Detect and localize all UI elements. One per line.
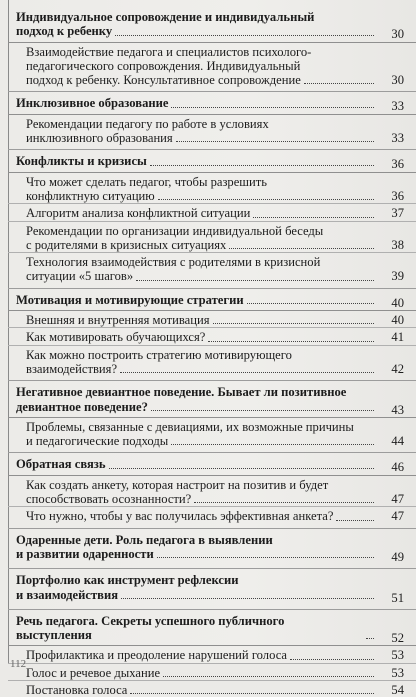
leader-dots	[157, 557, 374, 558]
heading-line: Индивидуальное сопровождение и индивидуальный	[16, 10, 315, 24]
heading-last-line	[16, 547, 376, 561]
page-number: 41	[391, 330, 404, 345]
item-line: педагогического сопровождения. Индивидуальный	[26, 58, 301, 73]
leader-dots	[171, 107, 374, 108]
item-last-line	[26, 492, 376, 506]
heading-line: Конфликты и кризисы	[16, 154, 147, 169]
heading-last-line	[16, 293, 376, 307]
toc-section	[8, 452, 416, 523]
toc-item	[8, 203, 416, 220]
leader-dots	[290, 659, 374, 660]
leader-dots	[208, 341, 374, 342]
item-last-line	[26, 189, 376, 203]
item-last-line	[26, 683, 376, 697]
toc-section	[8, 609, 416, 697]
item-last-line	[26, 73, 376, 87]
heading-line: Одаренные дети. Роль педагога в выявлении	[16, 532, 273, 547]
page-number: 37	[391, 206, 404, 221]
heading-line: подход к ребенку	[16, 24, 113, 39]
item-last-line	[26, 238, 376, 252]
leader-dots	[151, 410, 374, 411]
section-heading	[8, 6, 416, 42]
page-number: 38	[391, 237, 404, 252]
footer-page-number: 112	[10, 658, 27, 670]
item-line: Технология взаимодействия с родителями в кризисной	[26, 255, 321, 270]
page-number: 30	[391, 73, 404, 88]
page-number: 54	[391, 682, 404, 697]
item-line: Как мотивировать обучающихся?	[26, 330, 206, 345]
toc-item	[8, 680, 416, 697]
page-number: 40	[391, 313, 404, 328]
leader-dots	[158, 199, 374, 200]
toc-item	[8, 42, 416, 88]
leader-dots	[120, 372, 374, 373]
item-last-line	[26, 666, 376, 680]
item-line: Как создать анкету, которая настроит на позитив и будет	[26, 477, 329, 492]
leader-dots	[130, 693, 374, 694]
item-line: инклюзивного образования	[26, 131, 173, 146]
table-of-contents	[8, 6, 416, 697]
item-last-line	[26, 313, 376, 327]
toc-item	[8, 645, 416, 662]
toc-item	[8, 114, 416, 146]
page-number: 47	[391, 492, 404, 507]
item-line: и педагогические подходы	[26, 434, 169, 449]
heading-line: Обратная связь	[16, 457, 106, 472]
leader-dots	[150, 165, 374, 166]
item-line: Профилактика и преодоление нарушений голоса	[26, 648, 288, 663]
toc-item	[8, 252, 416, 284]
toc-item	[8, 221, 416, 253]
leader-dots	[163, 676, 374, 677]
toc-section	[8, 568, 416, 605]
toc-item	[8, 310, 416, 327]
page-number: 36	[391, 188, 404, 203]
leader-dots	[304, 83, 374, 84]
heading-last-line	[16, 96, 376, 110]
heading-last-line	[16, 154, 376, 168]
heading-line: и развитии одаренности	[16, 546, 154, 561]
item-line: Что может сделать педагог, чтобы разрешить	[26, 174, 267, 189]
item-last-line	[26, 330, 376, 344]
page-number: 43	[391, 402, 404, 417]
toc-section	[8, 91, 416, 145]
item-line: Как можно построить стратегию мотивирующего	[26, 347, 292, 362]
heading-line: Инклюзивное образование	[16, 96, 169, 111]
section-heading	[8, 150, 416, 171]
heading-line: Мотивация и мотивирующие стратегии	[16, 292, 244, 307]
page-number: 33	[391, 99, 404, 114]
heading-line: и взаимодействия	[16, 587, 119, 602]
page-number: 33	[391, 131, 404, 146]
leader-dots	[121, 598, 374, 599]
section-heading	[8, 92, 416, 113]
heading-last-line	[16, 588, 376, 602]
item-last-line	[26, 131, 376, 145]
heading-line: девиантное поведение?	[16, 399, 148, 414]
section-heading	[8, 381, 416, 417]
heading-last-line	[16, 457, 376, 471]
heading-line: Речь педагога. Секреты успешного публичного выступления	[16, 613, 285, 643]
leader-dots	[253, 217, 374, 218]
leader-dots	[247, 303, 374, 304]
item-last-line	[26, 648, 376, 662]
toc-section	[8, 6, 416, 87]
page-number: 36	[391, 157, 404, 172]
leader-dots	[136, 280, 374, 281]
heading-line: Негативное девиантное поведение. Бывает ли позитивное	[16, 385, 347, 400]
toc-section	[8, 528, 416, 565]
item-line: Постановка голоса	[26, 682, 128, 697]
heading-last-line	[16, 24, 376, 38]
leader-dots	[213, 323, 374, 324]
item-last-line	[26, 269, 376, 283]
heading-last-line	[16, 614, 376, 643]
item-line: Взаимодействие педагога и специалистов психолого-	[26, 44, 312, 59]
page-number: 52	[391, 631, 404, 646]
toc-item	[8, 345, 416, 377]
section-heading	[8, 610, 416, 646]
toc-section	[8, 149, 416, 283]
item-line: взаимодействия?	[26, 361, 118, 376]
page-number: 40	[391, 295, 404, 310]
toc-item	[8, 663, 416, 680]
page-number: 44	[391, 434, 404, 449]
toc-item	[8, 417, 416, 449]
page-number: 49	[391, 549, 404, 564]
item-last-line	[26, 509, 376, 523]
page-number: 39	[391, 269, 404, 284]
section-heading	[8, 529, 416, 565]
leader-dots	[194, 502, 374, 503]
page-number: 51	[391, 590, 404, 605]
leader-dots	[171, 444, 374, 445]
heading-line: Портфолио как инструмент рефлексии	[16, 573, 239, 588]
item-line: Что нужно, чтобы у вас получилась эффективная анкета?	[26, 509, 334, 524]
page-number: 53	[391, 665, 404, 680]
leader-dots	[109, 468, 374, 469]
page-number: 46	[391, 460, 404, 475]
item-last-line	[26, 434, 376, 448]
leader-dots	[366, 638, 374, 639]
item-line: подход к ребенку. Консультативное сопровождение	[26, 73, 301, 88]
leader-dots	[336, 520, 374, 521]
toc-section	[8, 288, 416, 376]
item-line: Рекомендации по организации индивидуальной беседы	[26, 223, 324, 238]
item-line: Проблемы, связанные с девиациями, их возможные причины	[26, 419, 354, 434]
leader-dots	[176, 141, 374, 142]
item-line: с родителями в кризисных ситуациях	[26, 237, 227, 252]
item-line: Алгоритм анализа конфликтной ситуации	[26, 206, 251, 221]
page-number: 53	[391, 648, 404, 663]
toc-item	[8, 506, 416, 523]
item-line: Внешняя и внутренняя мотивация	[26, 313, 210, 328]
item-last-line	[26, 362, 376, 376]
item-line: способствовать осознанности?	[26, 492, 192, 507]
section-heading	[8, 289, 416, 310]
item-line: Рекомендации педагогу по работе в условиях	[26, 116, 269, 131]
item-last-line	[26, 206, 376, 220]
item-line: Голос и речевое дыхание	[26, 665, 161, 680]
toc-item	[8, 327, 416, 344]
toc-section	[8, 380, 416, 448]
toc-item	[8, 172, 416, 204]
leader-dots	[115, 35, 374, 36]
page-number: 30	[391, 27, 404, 42]
section-heading	[8, 453, 416, 474]
page-number: 47	[391, 509, 404, 524]
item-line: конфликтную ситуацию	[26, 188, 155, 203]
toc-item	[8, 475, 416, 507]
page-number: 42	[391, 361, 404, 376]
section-heading	[8, 569, 416, 605]
leader-dots	[229, 248, 374, 249]
heading-last-line	[16, 400, 376, 414]
item-line: ситуации «5 шагов»	[26, 269, 134, 284]
